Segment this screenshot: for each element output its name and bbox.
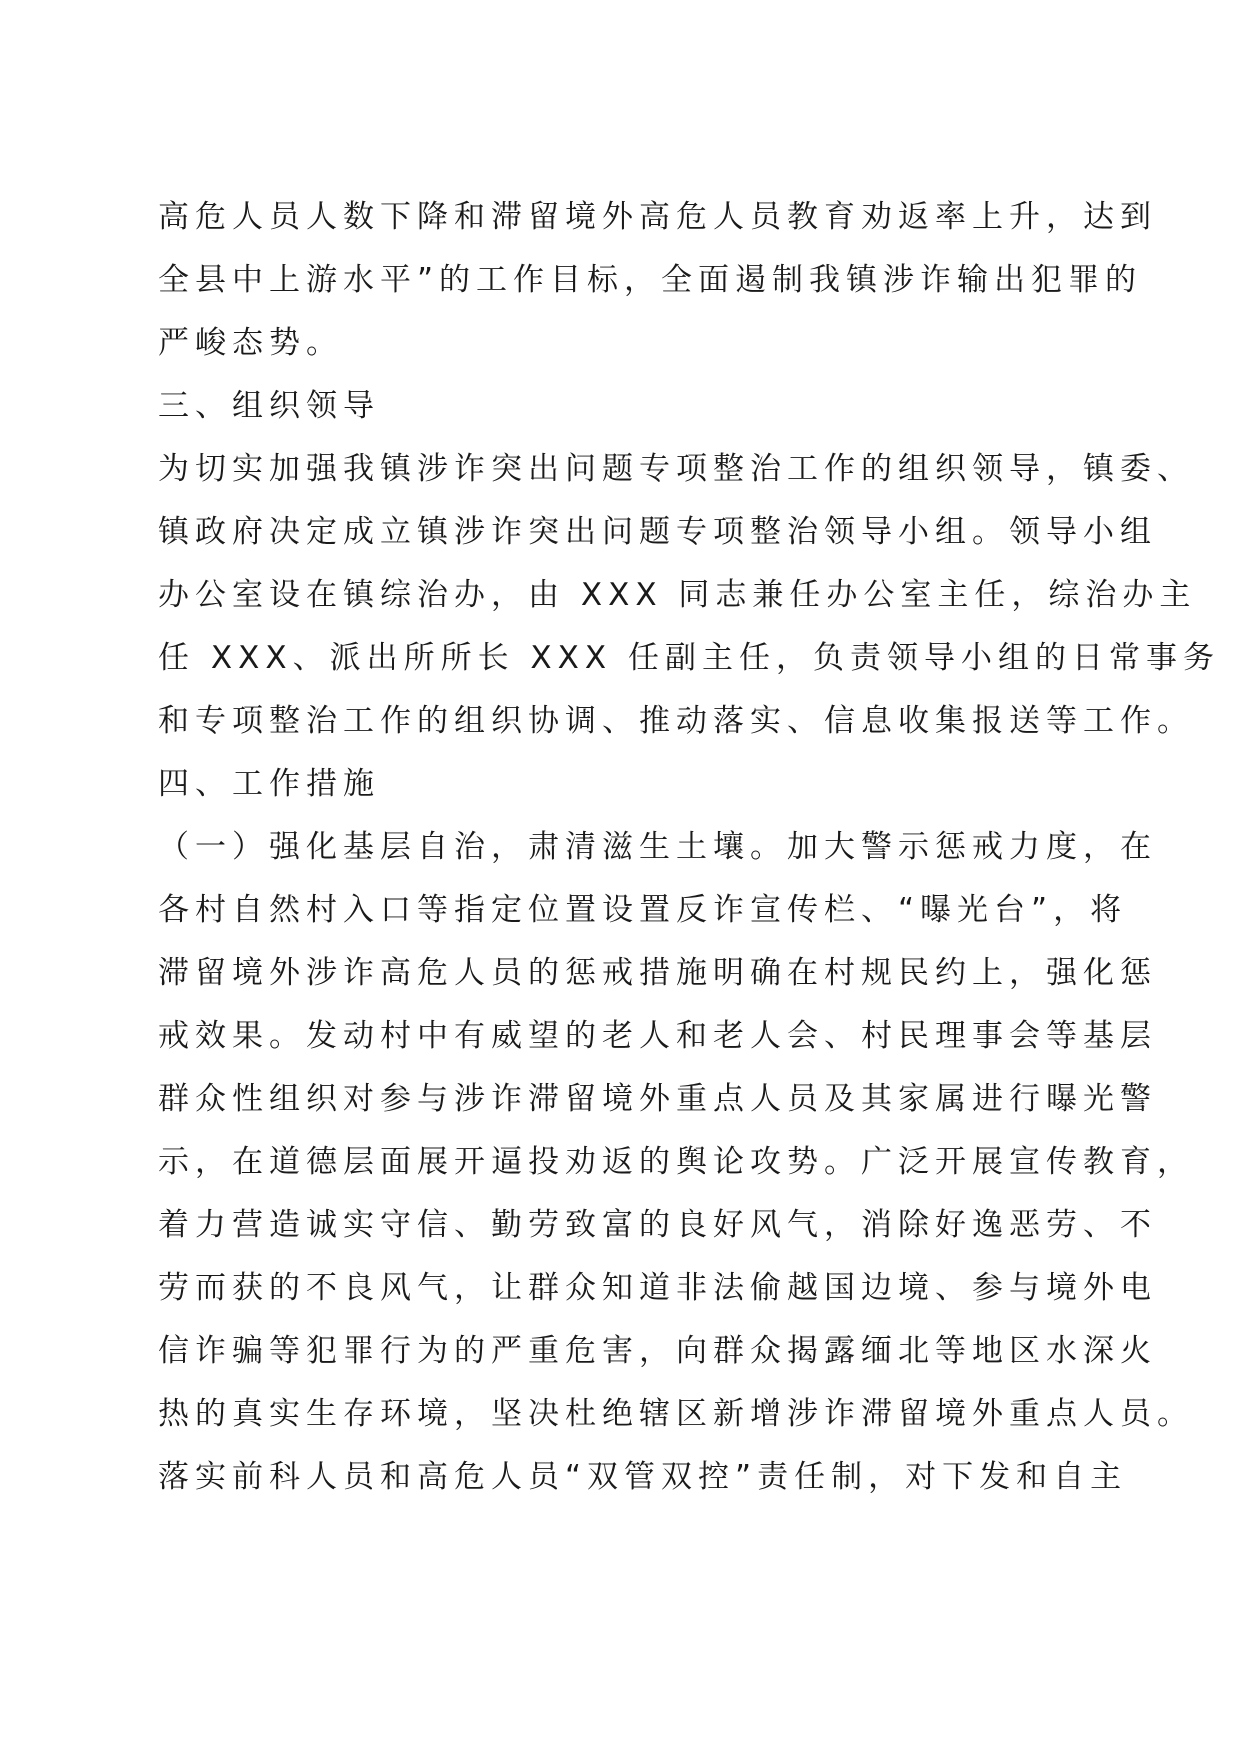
text-line: 办公室设在镇综治办，由 XXX 同志兼任办公室主任，综治办主: [158, 577, 1197, 613]
text-line: 示，在道德层面展开逼投劝返的舆论攻势。广泛开展宣传教育，: [158, 1144, 1194, 1180]
text-line: （一）强化基层自治，肃清滋生土壤。加大警示惩戒力度，在: [158, 829, 1157, 865]
text-line: 各村自然村入口等指定位置设置反诈宣传栏、“曝光台”，将: [158, 892, 1128, 928]
text-line: 滞留境外涉诈高危人员的惩戒措施明确在村规民约上，强化惩: [158, 955, 1157, 991]
text-line: 镇政府决定成立镇涉诈突出问题专项整治领导小组。领导小组: [158, 514, 1157, 550]
text-line: 严峻态势。: [158, 325, 343, 361]
text-line: 和专项整治工作的组织协调、推动落实、信息收集报送等工作。: [158, 703, 1194, 739]
section-heading: 三、组织领导: [158, 388, 380, 424]
text-line: 高危人员人数下降和滞留境外高危人员教育劝返率上升，达到: [158, 199, 1157, 235]
text-line: 着力营造诚实守信、勤劳致富的良好风气，消除好逸恶劳、不: [158, 1207, 1157, 1243]
text-line: 群众性组织对参与涉诈滞留境外重点人员及其家属进行曝光警: [158, 1081, 1157, 1117]
text-line: 落实前科人员和高危人员“双管双控”责任制，对下发和自主: [158, 1459, 1128, 1495]
text-line: 劳而获的不良风气，让群众知道非法偷越国边境、参与境外电: [158, 1270, 1157, 1306]
document-body: [158, 186, 1220, 1509]
text-line: 为切实加强我镇涉诈突出问题专项整治工作的组织领导，镇委、: [158, 451, 1194, 487]
text-line: 信诈骗等犯罪行为的严重危害，向群众揭露缅北等地区水深火: [158, 1333, 1157, 1369]
text-line: 任 XXX、派出所所长 XXX 任副主任，负责领导小组的日常事务: [158, 640, 1220, 676]
section-heading: 四、工作措施: [158, 766, 380, 802]
text-line: 戒效果。发动村中有威望的老人和老人会、村民理事会等基层: [158, 1018, 1157, 1054]
text-line: 全县中上游水平”的工作目标，全面遏制我镇涉诈输出犯罪的: [158, 262, 1143, 298]
text-line: 热的真实生存环境，坚决杜绝辖区新增涉诈滞留境外重点人员。: [158, 1396, 1194, 1432]
